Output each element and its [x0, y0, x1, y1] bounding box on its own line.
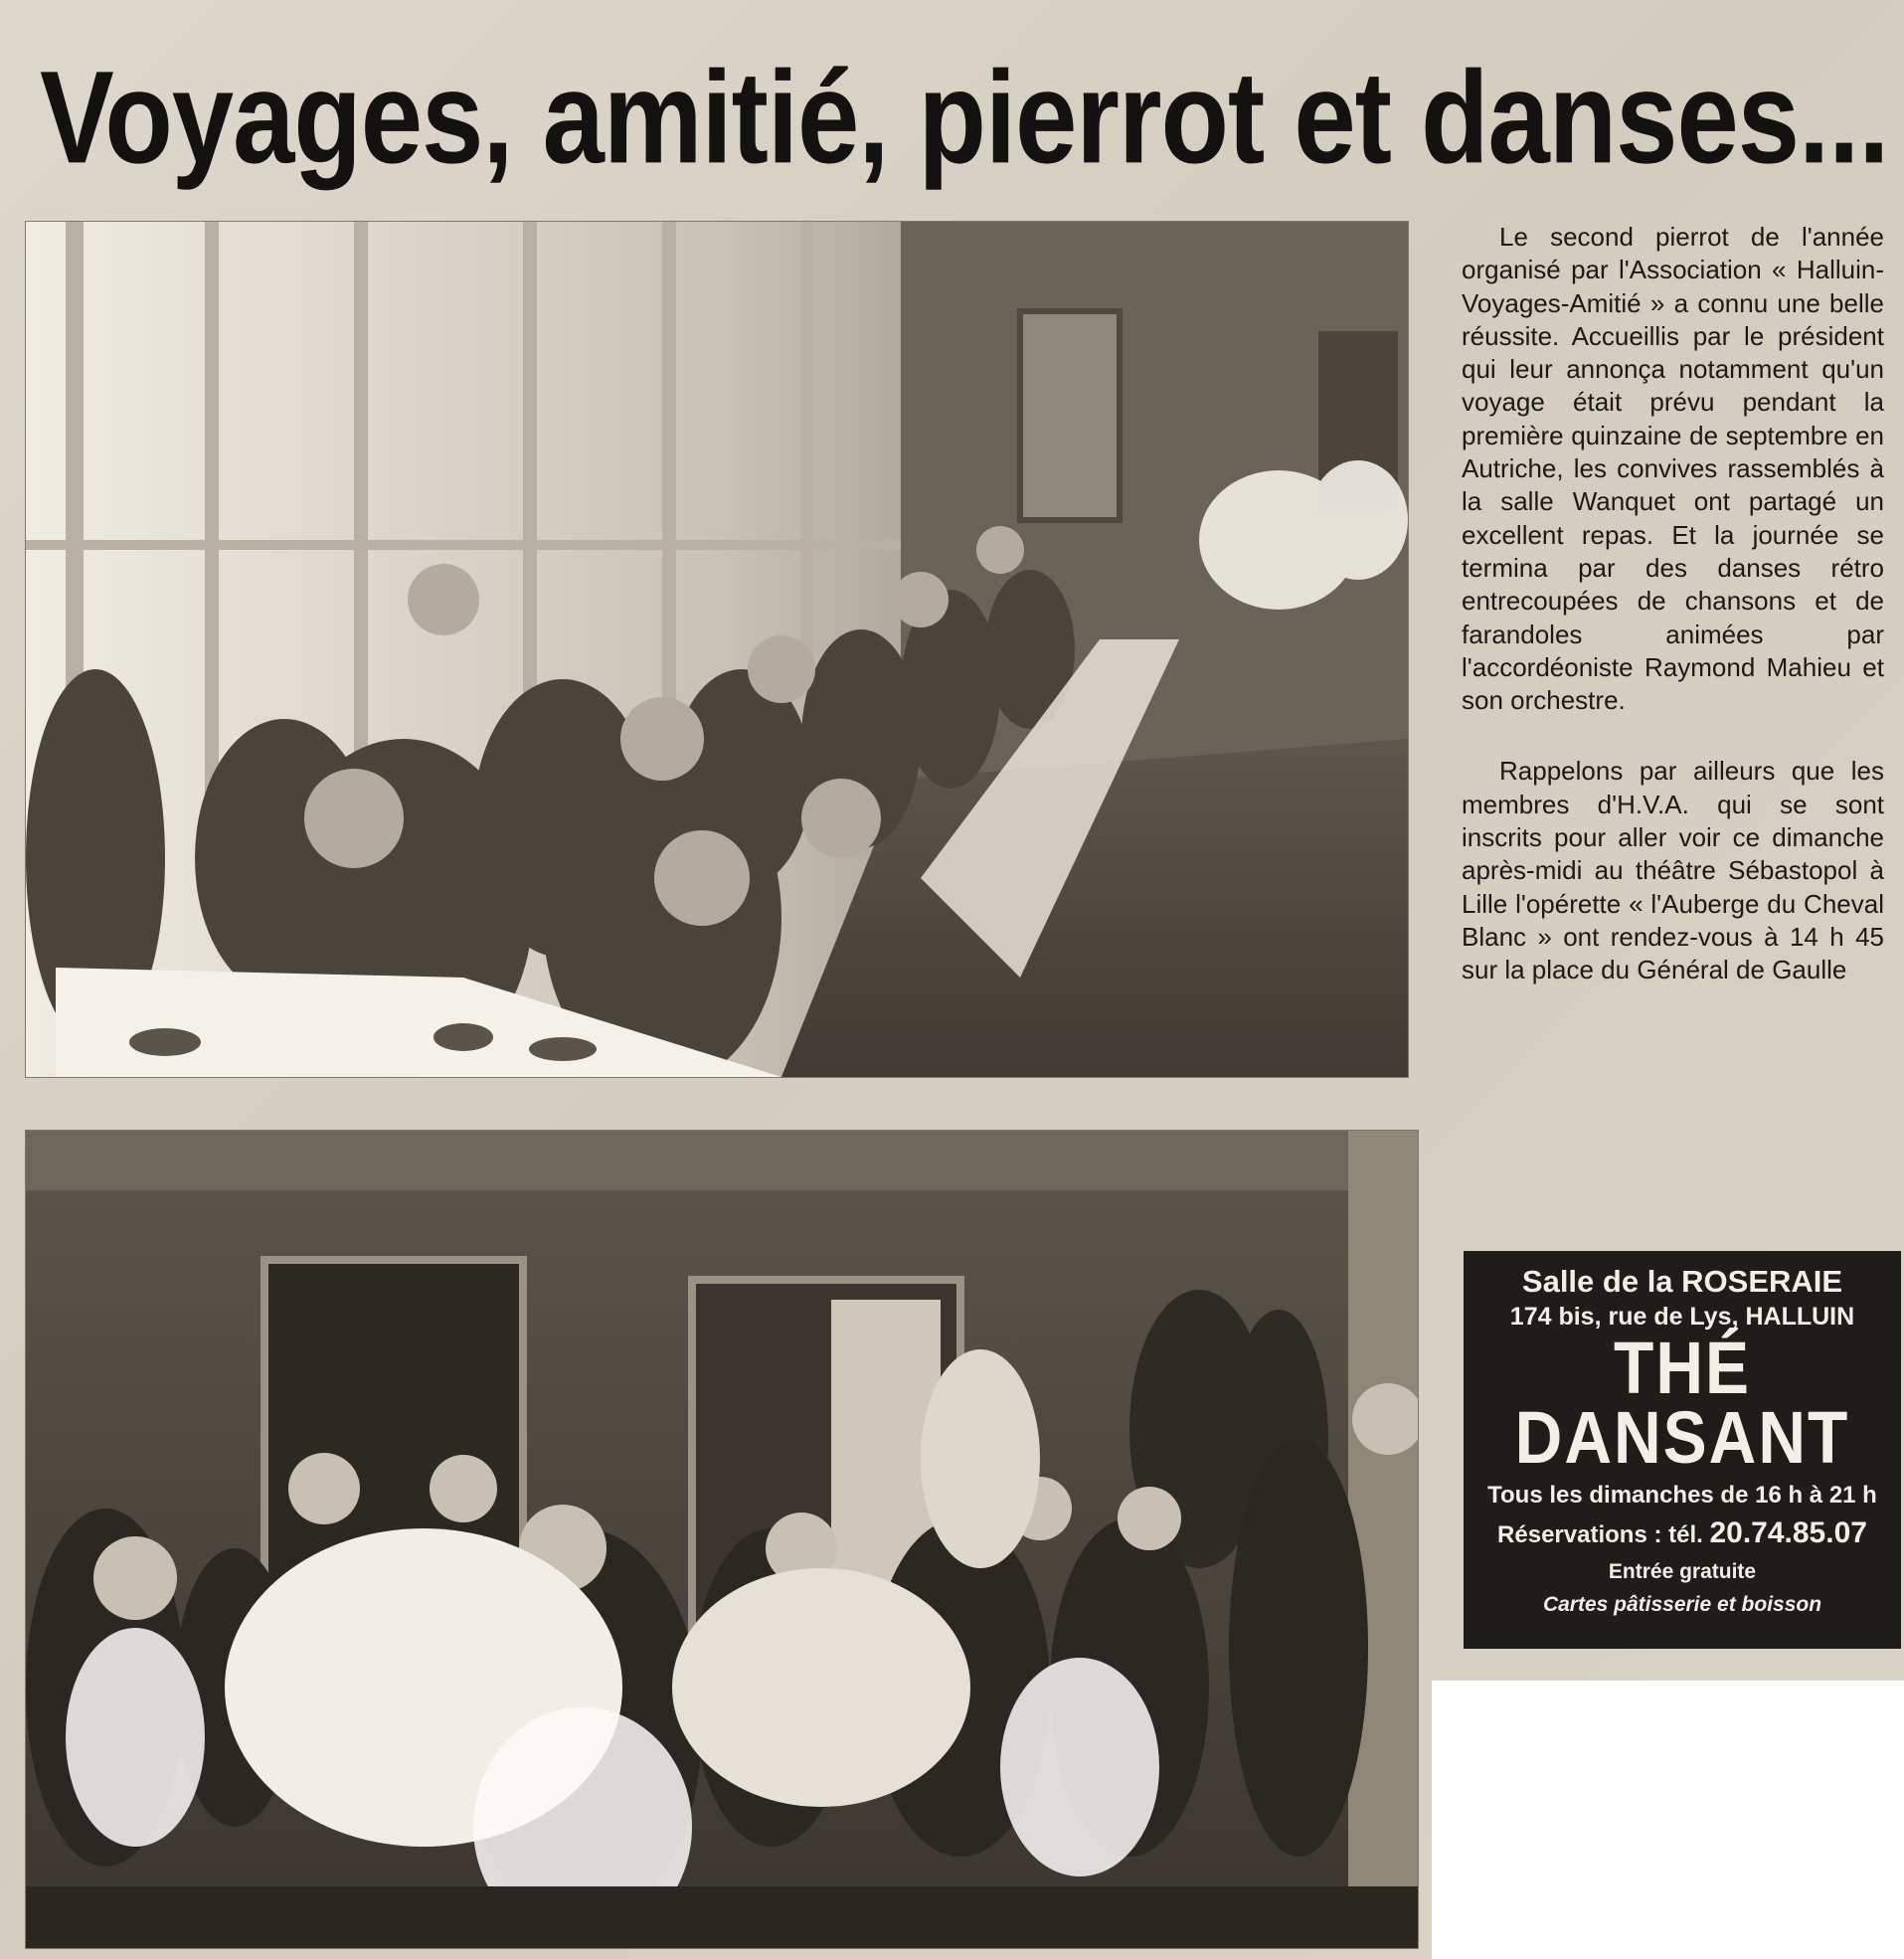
ad-reservation-label: Réservations : tél.	[1497, 1521, 1703, 1548]
ad-reservation	[1464, 1514, 1901, 1555]
ad-phone: 20.74.85.07	[1709, 1516, 1867, 1549]
ad-title-line-2: DANSANT	[1514, 1395, 1850, 1479]
photo-banquet-hall-windows	[25, 221, 1409, 1078]
ad-title-line-1: THÉ	[1614, 1326, 1751, 1409]
photo-diners-doorways	[25, 1130, 1419, 1949]
headline: Voyages, amitié, pierrot et danses...	[40, 44, 1889, 191]
photo-2-image	[26, 1131, 1418, 1948]
blank-corner	[1432, 1681, 1904, 1959]
article-paragraph-1: Le second pierrot de l'année organisé par l'Association « Halluin-Voyages-Amitié » a connu une belle réussite. Accueillis par le président qui leur annonça notamment qu'un voyage était prévu pendant la première quinzaine de septembre en Autriche, les convives rassemblés à la salle Wanquet ont partagé un excellent repas. Et la journée se termina par des danses rétro entrecoupées de chansons et de farandoles animées par l'accordéoniste Raymond Mahieu et son orchestre.	[1462, 222, 1884, 716]
ad-venue: Salle de la ROSERAIE	[1521, 1264, 1843, 1299]
ad-hours: Tous les dimanches de 16 h à 21 h	[1487, 1482, 1877, 1509]
ad-address: 174 bis, rue de Lys, HALLUIN	[1509, 1303, 1855, 1331]
article-paragraph-2: Rappelons par ailleurs que les membres d'H.V.A. qui se sont inscrits pour aller voir ce dimanche après-midi au théâtre Sébastopol à Lille l'opérette « l'Auberge du Cheval Blanc » ont rendez-vous à 14 h 45 sur la place du Général de Gaulle	[1462, 756, 1884, 985]
photo-1-image	[26, 222, 1408, 1077]
ad-cards: Cartes pâtisserie et boisson	[1542, 1593, 1822, 1616]
article-body	[1462, 221, 1884, 1025]
ad-free-entry: Entrée gratuite	[1608, 1560, 1757, 1583]
advertisement-the-dansant	[1464, 1251, 1901, 1649]
